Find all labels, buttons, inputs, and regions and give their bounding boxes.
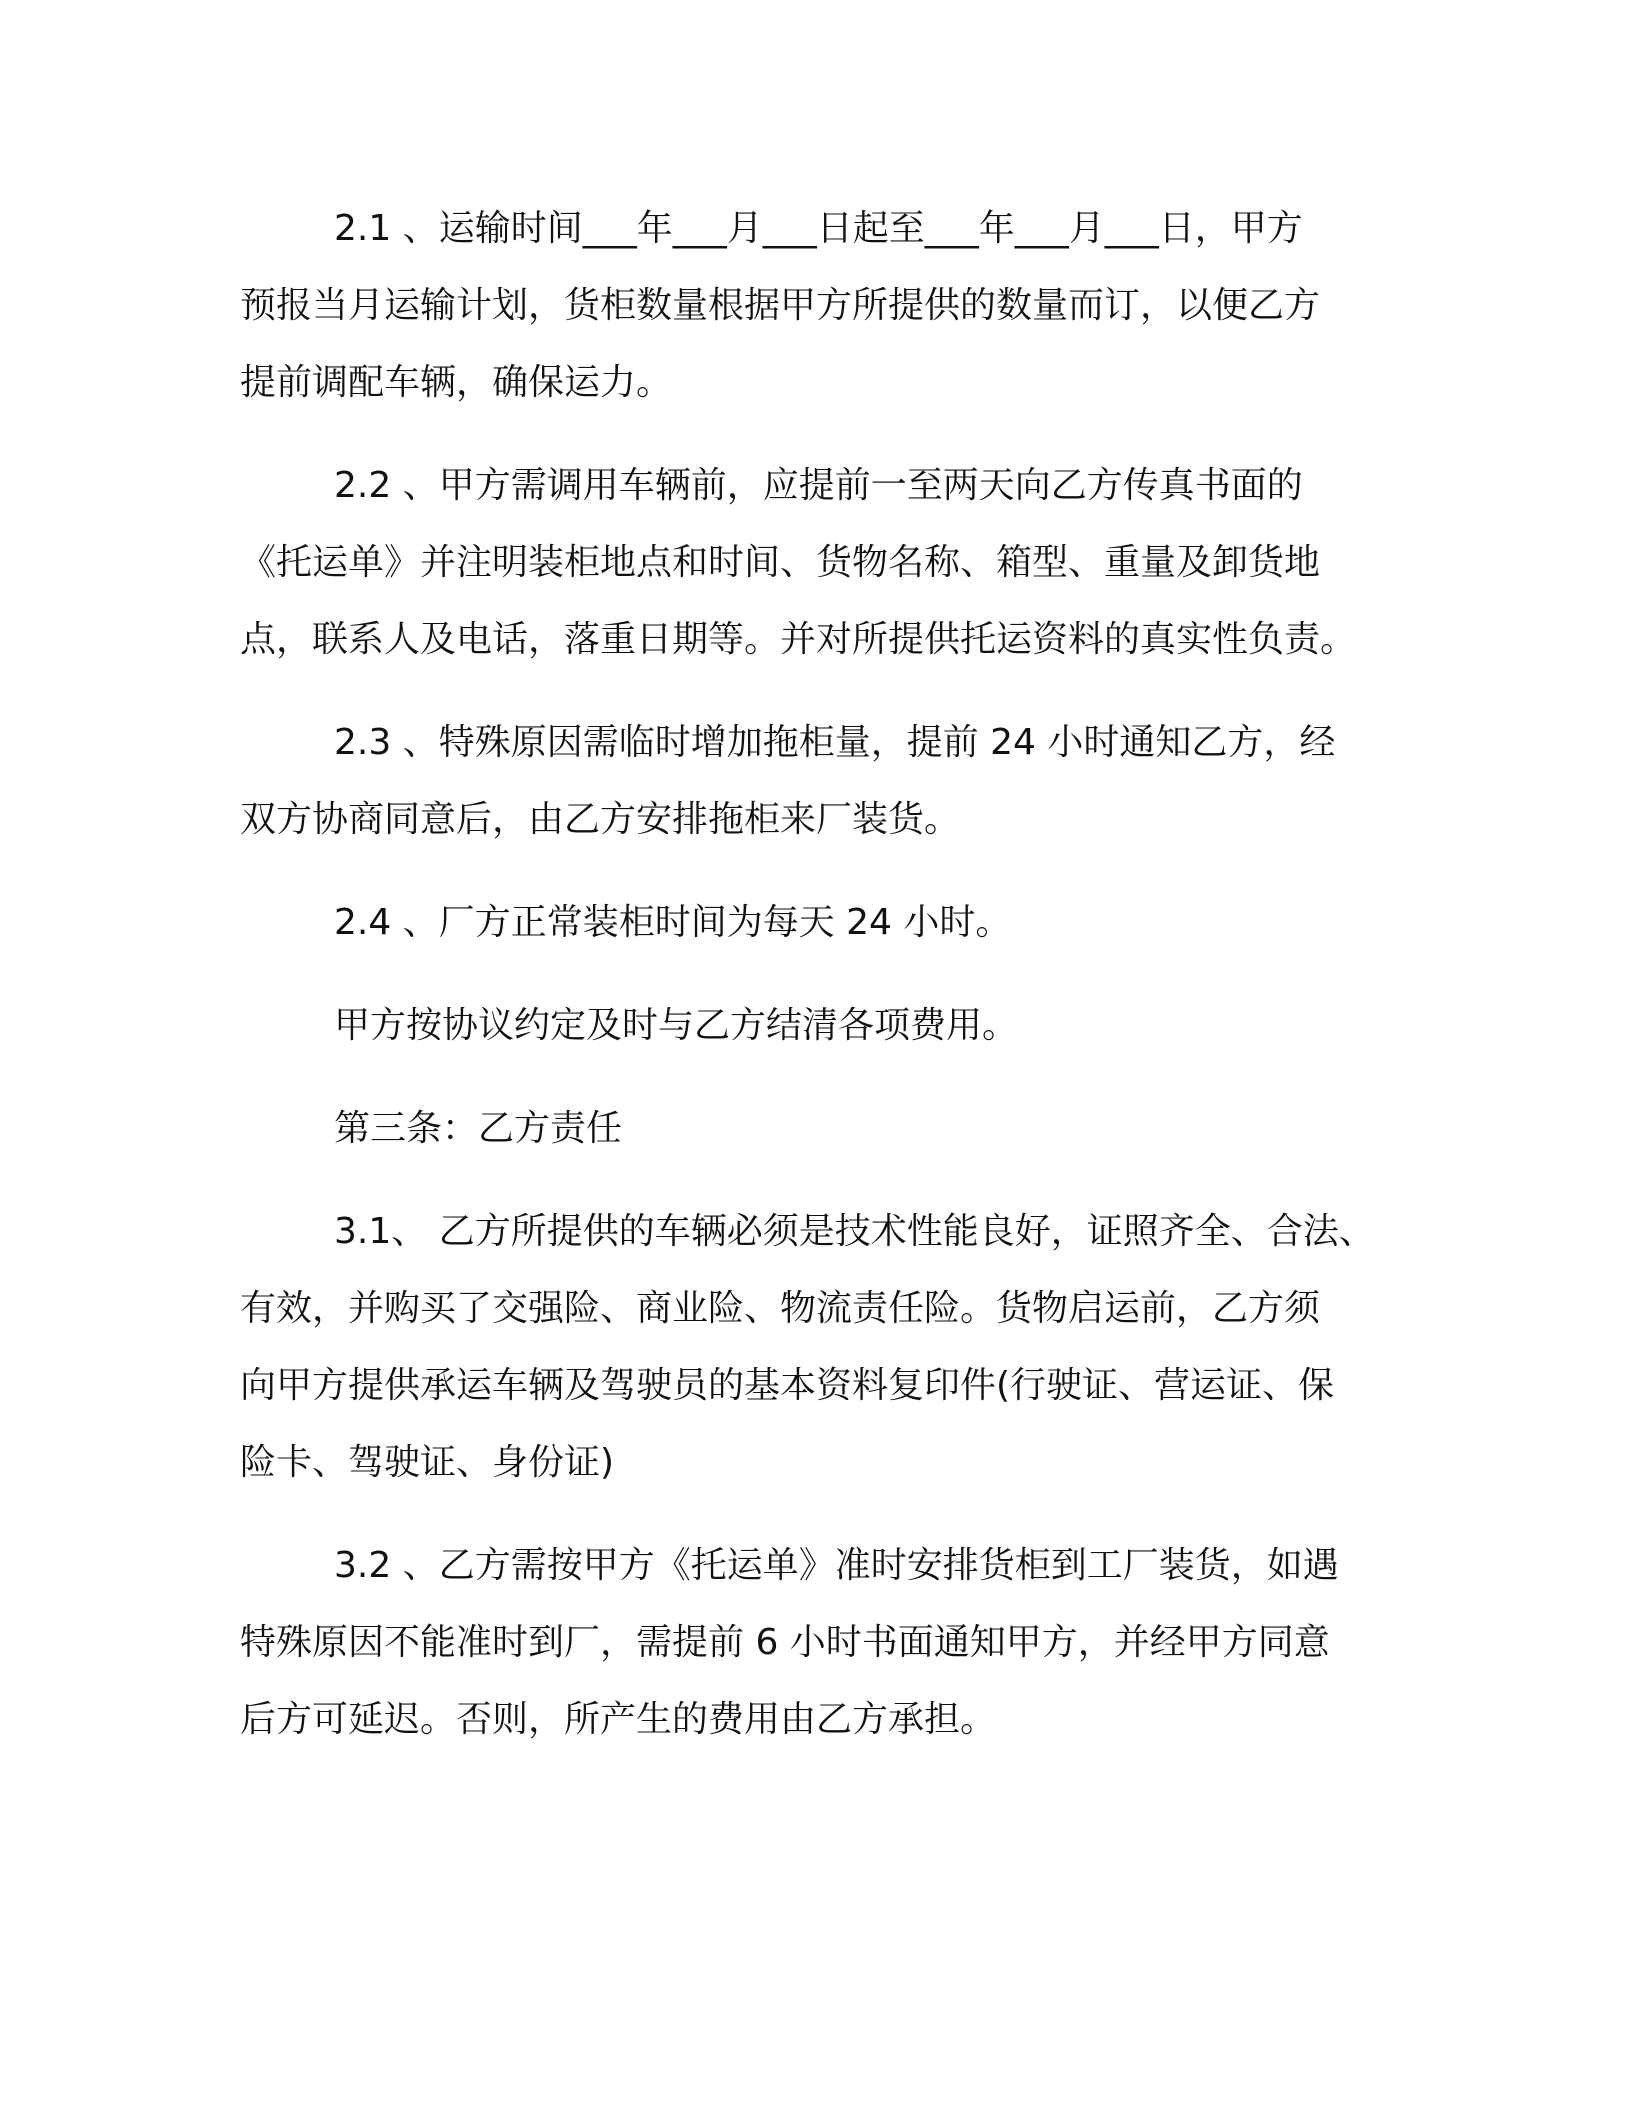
- clause-line: 2.1 、运输时间___年___月___日起至___年___月___日，甲方: [334, 208, 1303, 249]
- section-heading-3: [240, 1090, 1390, 1167]
- clause-line: 特殊原因不能准时到厂，需提前 6 小时书面通知甲方，并经甲方同意: [240, 1622, 1330, 1663]
- clause-line: 2.4 、厂方正常装柜时间为每天 24 小时。: [334, 902, 1012, 943]
- clause-2-3: [240, 704, 1390, 858]
- clause-2-1: [240, 190, 1390, 421]
- clause-line: 2.2 、甲方需调用车辆前，应提前一至两天向乙方传真书面的: [334, 465, 1303, 506]
- clause-3-2: [240, 1527, 1390, 1758]
- clause-line: 2.3 、特殊原因需临时增加拖柜量，提前 24 小时通知乙方，经: [334, 722, 1336, 763]
- clause-line: 3.1、 乙方所提供的车辆必须是技术性能良好，证照齐全、合法、: [334, 1211, 1375, 1252]
- clause-line: 向甲方提供承运车辆及驾驶员的基本资料复印件(行驶证、营运证、保: [240, 1365, 1335, 1406]
- document-body: [240, 190, 1390, 1784]
- clause-line: 有效，并购买了交强险、商业险、物流责任险。货物启运前，乙方须: [240, 1288, 1321, 1329]
- clause-line: 点，联系人及电话，落重日期等。并对所提供托运资料的真实性负责。: [240, 619, 1357, 660]
- section-heading-text: 第三条：乙方责任: [334, 1108, 623, 1149]
- clause-line: 预报当月运输计划，货柜数量根据甲方所提供的数量而订，以便乙方: [240, 285, 1321, 326]
- clause-2-2: [240, 447, 1390, 678]
- clause-line: 双方协商同意后，由乙方安排拖柜来厂装货。: [240, 799, 961, 840]
- clause-line: 3.2 、乙方需按甲方《托运单》准时安排货柜到工厂装货，如遇: [334, 1545, 1339, 1586]
- clause-3-1: [240, 1193, 1390, 1501]
- clause-line: 甲方按协议约定及时与乙方结清各项费用。: [334, 1005, 1019, 1046]
- clause-line: 险卡、驾驶证、身份证): [240, 1442, 615, 1483]
- clause-2-4: [240, 884, 1390, 961]
- clause-line: 提前调配车辆，确保运力。: [240, 362, 673, 403]
- clause-line: 后方可延迟。否则，所产生的费用由乙方承担。: [240, 1699, 997, 1740]
- clause-line: 《托运单》并注明装柜地点和时间、货物名称、箱型、重量及卸货地: [240, 542, 1321, 583]
- payment-clause: [240, 987, 1390, 1064]
